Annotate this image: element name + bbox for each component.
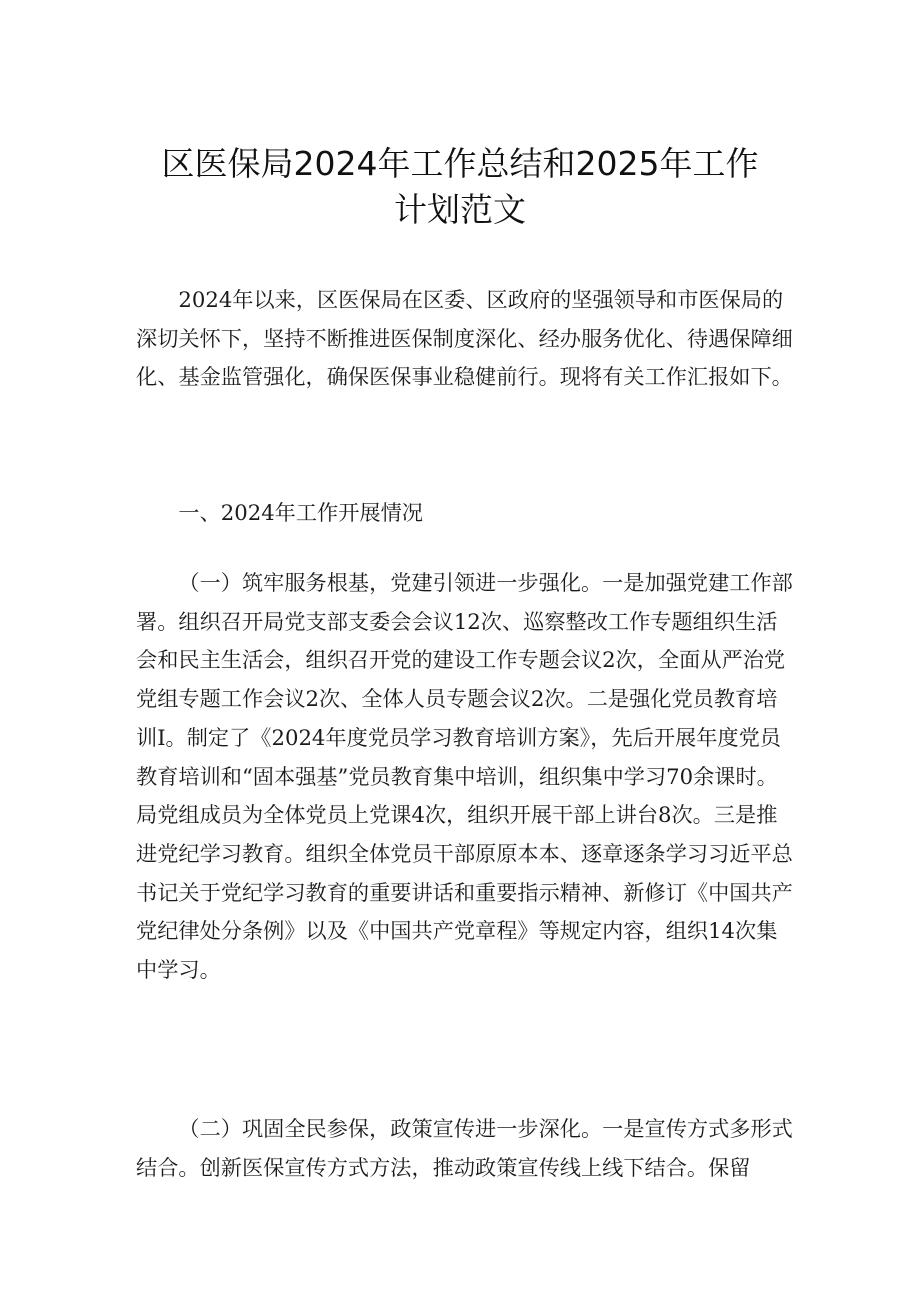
section1-heading: 一、2024年工作开展情况 <box>178 500 423 525</box>
intro-paragraph <box>136 281 796 397</box>
intro-text: 2024年以来，区医保局在区委、区政府的坚强领导和市医保局的深切关怀下，坚持不断推进医保制度深化、经办服务优化、待遇保障细化、基金监管强化，确保医保事业稳健前行。现将有关工作汇报如下。 <box>136 287 793 390</box>
section1-item2-paragraph <box>136 1110 796 1187</box>
section-heading <box>136 494 796 533</box>
document-title-line1: 区医保局2024年工作总结和2025年工作 <box>161 144 759 183</box>
section1-item1-text: （一）筑牢服务根基，党建引领进一步强化。一是加强党建工作部署。组织召开局党支部支委会会议12次、巡察整改工作专题组织生活会和民主生活会，组织召开党的建设工作专题会议2次，全面从严治党党组专题工作会议2次、全体人员专题会议2次。二是强化党员教育培训I。制定了《2024年度党员学习教育培训方案》，先后开展年度党员教育培训和“固本强基”党员教育集中培训，组织集中学习70余课时。局党组成员为全体党员上党课4次，组织开展干部上讲台8次。三是推进党纪学习教育。组织全体党员干部原原本本、逐章逐条学习习近平总书记关于党纪学习教育的重要讲话和重要指示精神、新修订《中国共产党纪律处分条例》以及《中国共产党章程》等规定内容，组织14次集中学习。 <box>136 570 793 983</box>
section1-item1-paragraph <box>136 564 796 990</box>
section1-item2-text: （二）巩固全民参保，政策宣传进一步深化。一是宣传方式多形式结合。创新医保宣传方式方法，推动政策宣传线上线下结合。保留 <box>136 1116 793 1180</box>
document-title-line2: 计划范文 <box>394 190 526 229</box>
